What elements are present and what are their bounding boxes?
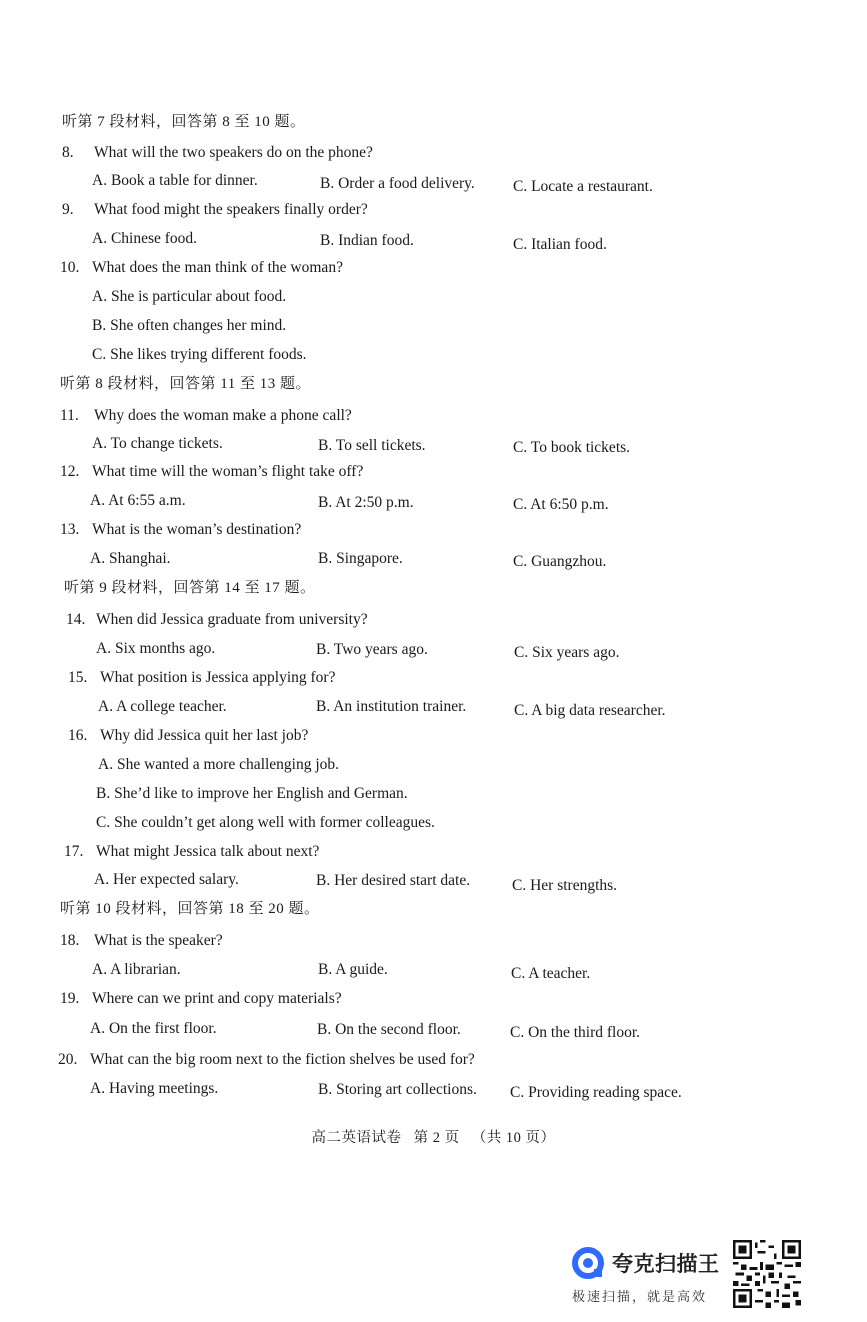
option-b: B. Order a food delivery. — [320, 175, 475, 192]
option-b: B. On the second floor. — [317, 1021, 461, 1038]
footer-page: 第 2 页 — [413, 1130, 460, 1146]
option-c: C. On the third floor. — [510, 1024, 641, 1041]
option-b: B. Two years ago. — [316, 641, 428, 658]
option-a: A. Book a table for dinner. — [92, 172, 258, 189]
option-b: B. She often changes her mind. — [92, 317, 287, 334]
question-16 — [68, 726, 308, 746]
question-number: 11. — [60, 407, 79, 424]
question-number: 8. — [62, 144, 74, 161]
option-c: C. Locate a restaurant. — [513, 178, 653, 195]
footer-total: （共 10 页） — [471, 1130, 556, 1146]
option-b: B. Her desired start date. — [316, 872, 471, 889]
question-number: 9. — [62, 201, 74, 218]
option-a: A. She is particular about food. — [92, 288, 287, 305]
option-b: B. Singapore. — [318, 550, 403, 567]
option-a: A. Having meetings. — [90, 1080, 219, 1097]
question-number: 14. — [66, 611, 86, 628]
question-number: 16. — [68, 727, 88, 744]
question-text: What does the man think of the woman? — [92, 259, 343, 276]
question-number: 17. — [64, 843, 84, 860]
question-text: What is the woman’s destination? — [92, 521, 302, 538]
option-c: C. A big data researcher. — [514, 702, 666, 719]
option-a: A. Her expected salary. — [94, 871, 239, 888]
qr-code-icon — [733, 1240, 801, 1308]
option-a: A. On the first floor. — [90, 1020, 217, 1037]
question-text: Why does the woman make a phone call? — [94, 407, 352, 424]
question-12 — [60, 462, 363, 482]
option-a: A. A librarian. — [92, 961, 181, 978]
section-heading: 听第 8 段材料，回答第 11 至 13 题。 — [60, 376, 311, 392]
option-b: B. At 2:50 p.m. — [318, 494, 414, 511]
watermark-brand: 夸克扫描王 — [612, 1252, 720, 1276]
question-number: 18. — [60, 932, 80, 949]
option-a: A. She wanted a more challenging job. — [98, 756, 340, 773]
question-17 — [64, 842, 319, 862]
watermark-slogan: 极速扫描，就是高效 — [572, 1290, 708, 1305]
scanner-watermark — [568, 1244, 738, 1308]
option-b: B. A guide. — [318, 961, 388, 978]
question-10 — [60, 258, 343, 278]
question-9 — [62, 200, 368, 220]
section-heading: 听第 9 段材料，回答第 14 至 17 题。 — [64, 580, 316, 596]
question-number: 13. — [60, 521, 80, 538]
question-11 — [60, 406, 352, 426]
option-c: C. Her strengths. — [512, 877, 618, 894]
option-b: B. Indian food. — [320, 232, 414, 249]
page-footer — [0, 1126, 867, 1147]
question-text: What position is Jessica applying for? — [100, 669, 336, 686]
section-heading: 听第 7 段材料，回答第 8 至 10 题。 — [62, 114, 306, 130]
option-a: A. Six months ago. — [96, 640, 216, 657]
question-text: Why did Jessica quit her last job? — [100, 727, 309, 744]
footer-subject: 高二英语试卷 — [311, 1130, 402, 1146]
quark-logo-icon — [572, 1247, 604, 1279]
question-number: 12. — [60, 463, 80, 480]
option-a: A. To change tickets. — [92, 435, 223, 452]
question-8 — [62, 143, 373, 163]
question-text: What can the big room next to the fiction shelves be used for? — [90, 1051, 475, 1068]
option-c: C. Italian food. — [513, 236, 607, 253]
option-c: C. Six years ago. — [514, 644, 620, 661]
option-b: B. She’d like to improve her English and German. — [96, 785, 408, 802]
question-number: 20. — [58, 1051, 78, 1068]
question-15 — [68, 668, 335, 688]
option-b: B. Storing art collections. — [318, 1081, 477, 1098]
option-c: C. A teacher. — [511, 965, 591, 982]
question-text: What time will the woman’s flight take off? — [92, 463, 364, 480]
question-number: 19. — [60, 990, 80, 1007]
question-number: 15. — [68, 669, 88, 686]
question-14 — [66, 610, 368, 630]
option-c: C. At 6:50 p.m. — [513, 496, 609, 513]
question-text: What will the two speakers do on the phone? — [94, 144, 373, 161]
question-text: What is the speaker? — [94, 932, 223, 949]
question-18 — [60, 931, 223, 951]
question-13 — [60, 520, 301, 540]
option-c: C. To book tickets. — [513, 439, 631, 456]
question-19 — [60, 989, 342, 1009]
option-b: B. To sell tickets. — [318, 437, 426, 454]
option-a: A. At 6:55 a.m. — [90, 492, 186, 509]
option-c: C. Guangzhou. — [513, 553, 607, 570]
option-a: A. A college teacher. — [98, 698, 227, 715]
option-c: C. She likes trying different foods. — [92, 346, 307, 363]
option-a: A. Shanghai. — [90, 550, 171, 567]
option-b: B. An institution trainer. — [316, 698, 467, 715]
option-c: C. She couldn’t get along well with former colleagues. — [96, 814, 435, 831]
question-text: Where can we print and copy materials? — [92, 990, 342, 1007]
question-text: When did Jessica graduate from university? — [96, 611, 368, 628]
option-c: C. Providing reading space. — [510, 1084, 682, 1101]
section-heading: 听第 10 段材料，回答第 18 至 20 题。 — [60, 901, 320, 917]
question-text: What might Jessica talk about next? — [96, 843, 320, 860]
question-number: 10. — [60, 259, 80, 276]
question-text: What food might the speakers finally order? — [94, 201, 368, 218]
option-a: A. Chinese food. — [92, 230, 198, 247]
question-20 — [58, 1050, 475, 1070]
